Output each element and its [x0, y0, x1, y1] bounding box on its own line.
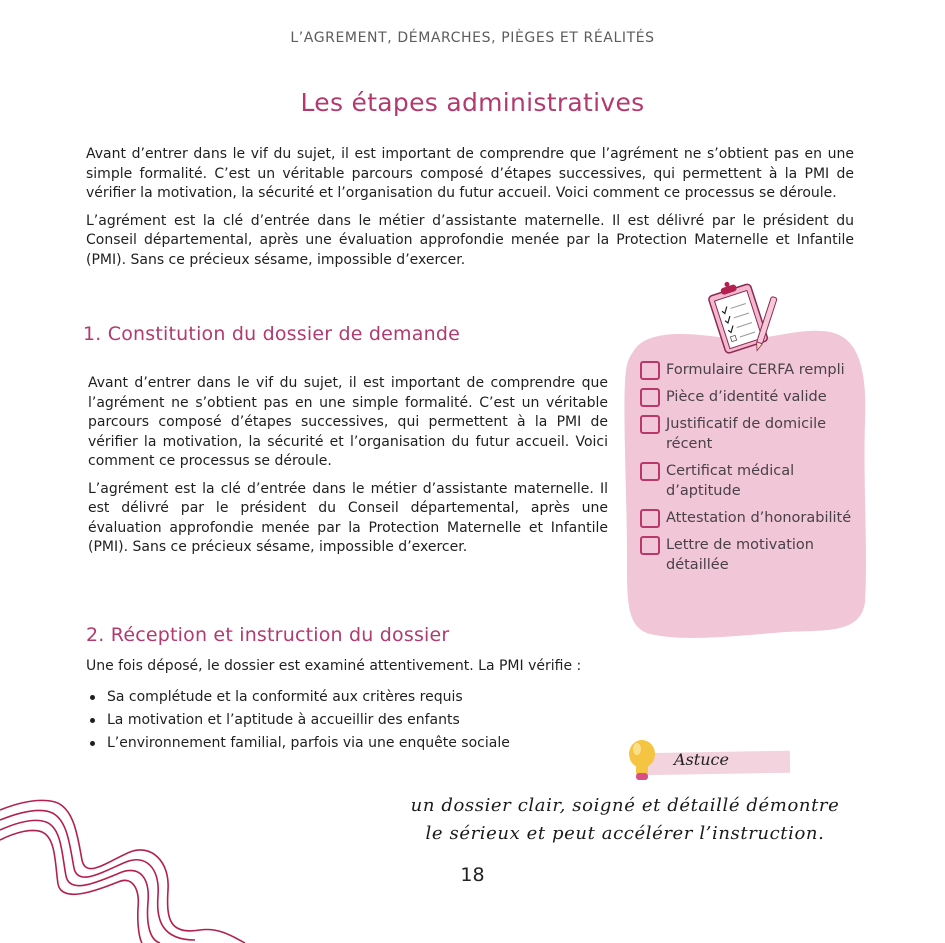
- checklist-item-label: Certificat médical d’aptitude: [666, 463, 795, 499]
- checkbox[interactable]: [640, 462, 660, 481]
- checklist-item[interactable]: [640, 508, 865, 528]
- intro-paragraph: L’agrément est la clé d’entrée dans le métier d’assistante maternelle. Il est délivré par le président du Conseil départemental, après une évaluation approfondie menée par la Protection Maternelle et Infantile (PMI). Sans ce précieux sésame, impossible d’exercer.: [86, 212, 854, 268]
- tip-text: [390, 792, 860, 848]
- checkbox[interactable]: [640, 509, 660, 528]
- checklist-item[interactable]: [640, 414, 865, 454]
- list-item: [90, 732, 510, 755]
- section-heading-reception: 2. Réception et instruction du dossier: [86, 624, 450, 646]
- tip-line: le sérieux et peut accélérer l’instruction.: [425, 823, 825, 844]
- list-item-text: La motivation et l’aptitude à accueillir des enfants: [107, 712, 460, 728]
- checklist-item[interactable]: [640, 535, 865, 575]
- checklist-item-label: Formulaire CERFA rempli: [666, 362, 845, 378]
- bullet-icon: [90, 695, 95, 700]
- section1-body: [88, 374, 608, 566]
- bullet-icon: [90, 741, 95, 746]
- checklist-item-label: Lettre de motivation détaillée: [666, 537, 814, 573]
- checkbox[interactable]: [640, 388, 660, 407]
- checklist-item-label: Justificatif de domicile récent: [666, 416, 827, 452]
- checklist-item[interactable]: [640, 387, 865, 407]
- checkbox[interactable]: [640, 415, 660, 434]
- running-header: L’AGREMENT, DÉMARCHES, PIÈGES ET RÉALITÉS: [290, 30, 655, 46]
- checkbox[interactable]: [640, 536, 660, 555]
- lightbulb-icon: [624, 738, 660, 784]
- tip-line: un dossier clair, soigné et détaillé démontre: [410, 795, 840, 816]
- page-title: Les étapes administratives: [300, 88, 645, 117]
- page-number: 18: [460, 864, 485, 886]
- clipboard-icon: [700, 278, 780, 358]
- list-item-text: Sa complétude et la conformité aux critères requis: [107, 689, 463, 705]
- verification-list: [90, 686, 510, 755]
- checklist-item[interactable]: [640, 461, 865, 501]
- tip-label: Astuce: [674, 750, 729, 769]
- section1-paragraph: Avant d’entrer dans le vif du sujet, il est important de comprendre que l’agrément ne s’obtient pas en une simple formalité. C’est un véritable parcours composé d’étapes successives, qui permettent à la PMI de vérifier la motivation, la sécurité et l’organisation du futur accueil. Voici comment ce processus se déroule.: [88, 375, 608, 469]
- checklist-item[interactable]: [640, 360, 865, 380]
- list-item: [90, 709, 510, 732]
- intro-paragraph: Avant d’entrer dans le vif du sujet, il est important de comprendre que l’agrément ne s’obtient pas en une simple formalité. C’est un véritable parcours composé d’étapes successives, qui permettent à la PMI de vérifier la motivation, la sécurité et l’organisation du futur accueil. Voici comment ce processus se déroule.: [86, 146, 854, 201]
- tip-label-banner: [600, 738, 810, 788]
- bullet-icon: [90, 718, 95, 723]
- section1-paragraph: L’agrément est la clé d’entrée dans le métier d’assistante maternelle. Il est délivré par le président du Conseil départemental, après une évaluation approfondie menée par la Protection Maternelle et Infantile (PMI). Sans ce précieux sésame, impossible d’exercer.: [88, 480, 608, 555]
- checkbox[interactable]: [640, 361, 660, 380]
- document-checklist: [640, 360, 865, 582]
- list-item: [90, 686, 510, 709]
- checklist-item-label: Attestation d’honorabilité: [666, 510, 852, 526]
- intro-text: [86, 145, 854, 278]
- list-item-text: L’environnement familial, parfois via une enquête sociale: [107, 735, 510, 751]
- section2-lead: Une fois déposé, le dossier est examiné attentivement. La PMI vérifie :: [86, 658, 582, 674]
- checklist-item-label: Pièce d’identité valide: [666, 389, 827, 405]
- decorative-waves: [0, 790, 250, 943]
- section-heading-constitution: 1. Constitution du dossier de demande: [83, 323, 460, 345]
